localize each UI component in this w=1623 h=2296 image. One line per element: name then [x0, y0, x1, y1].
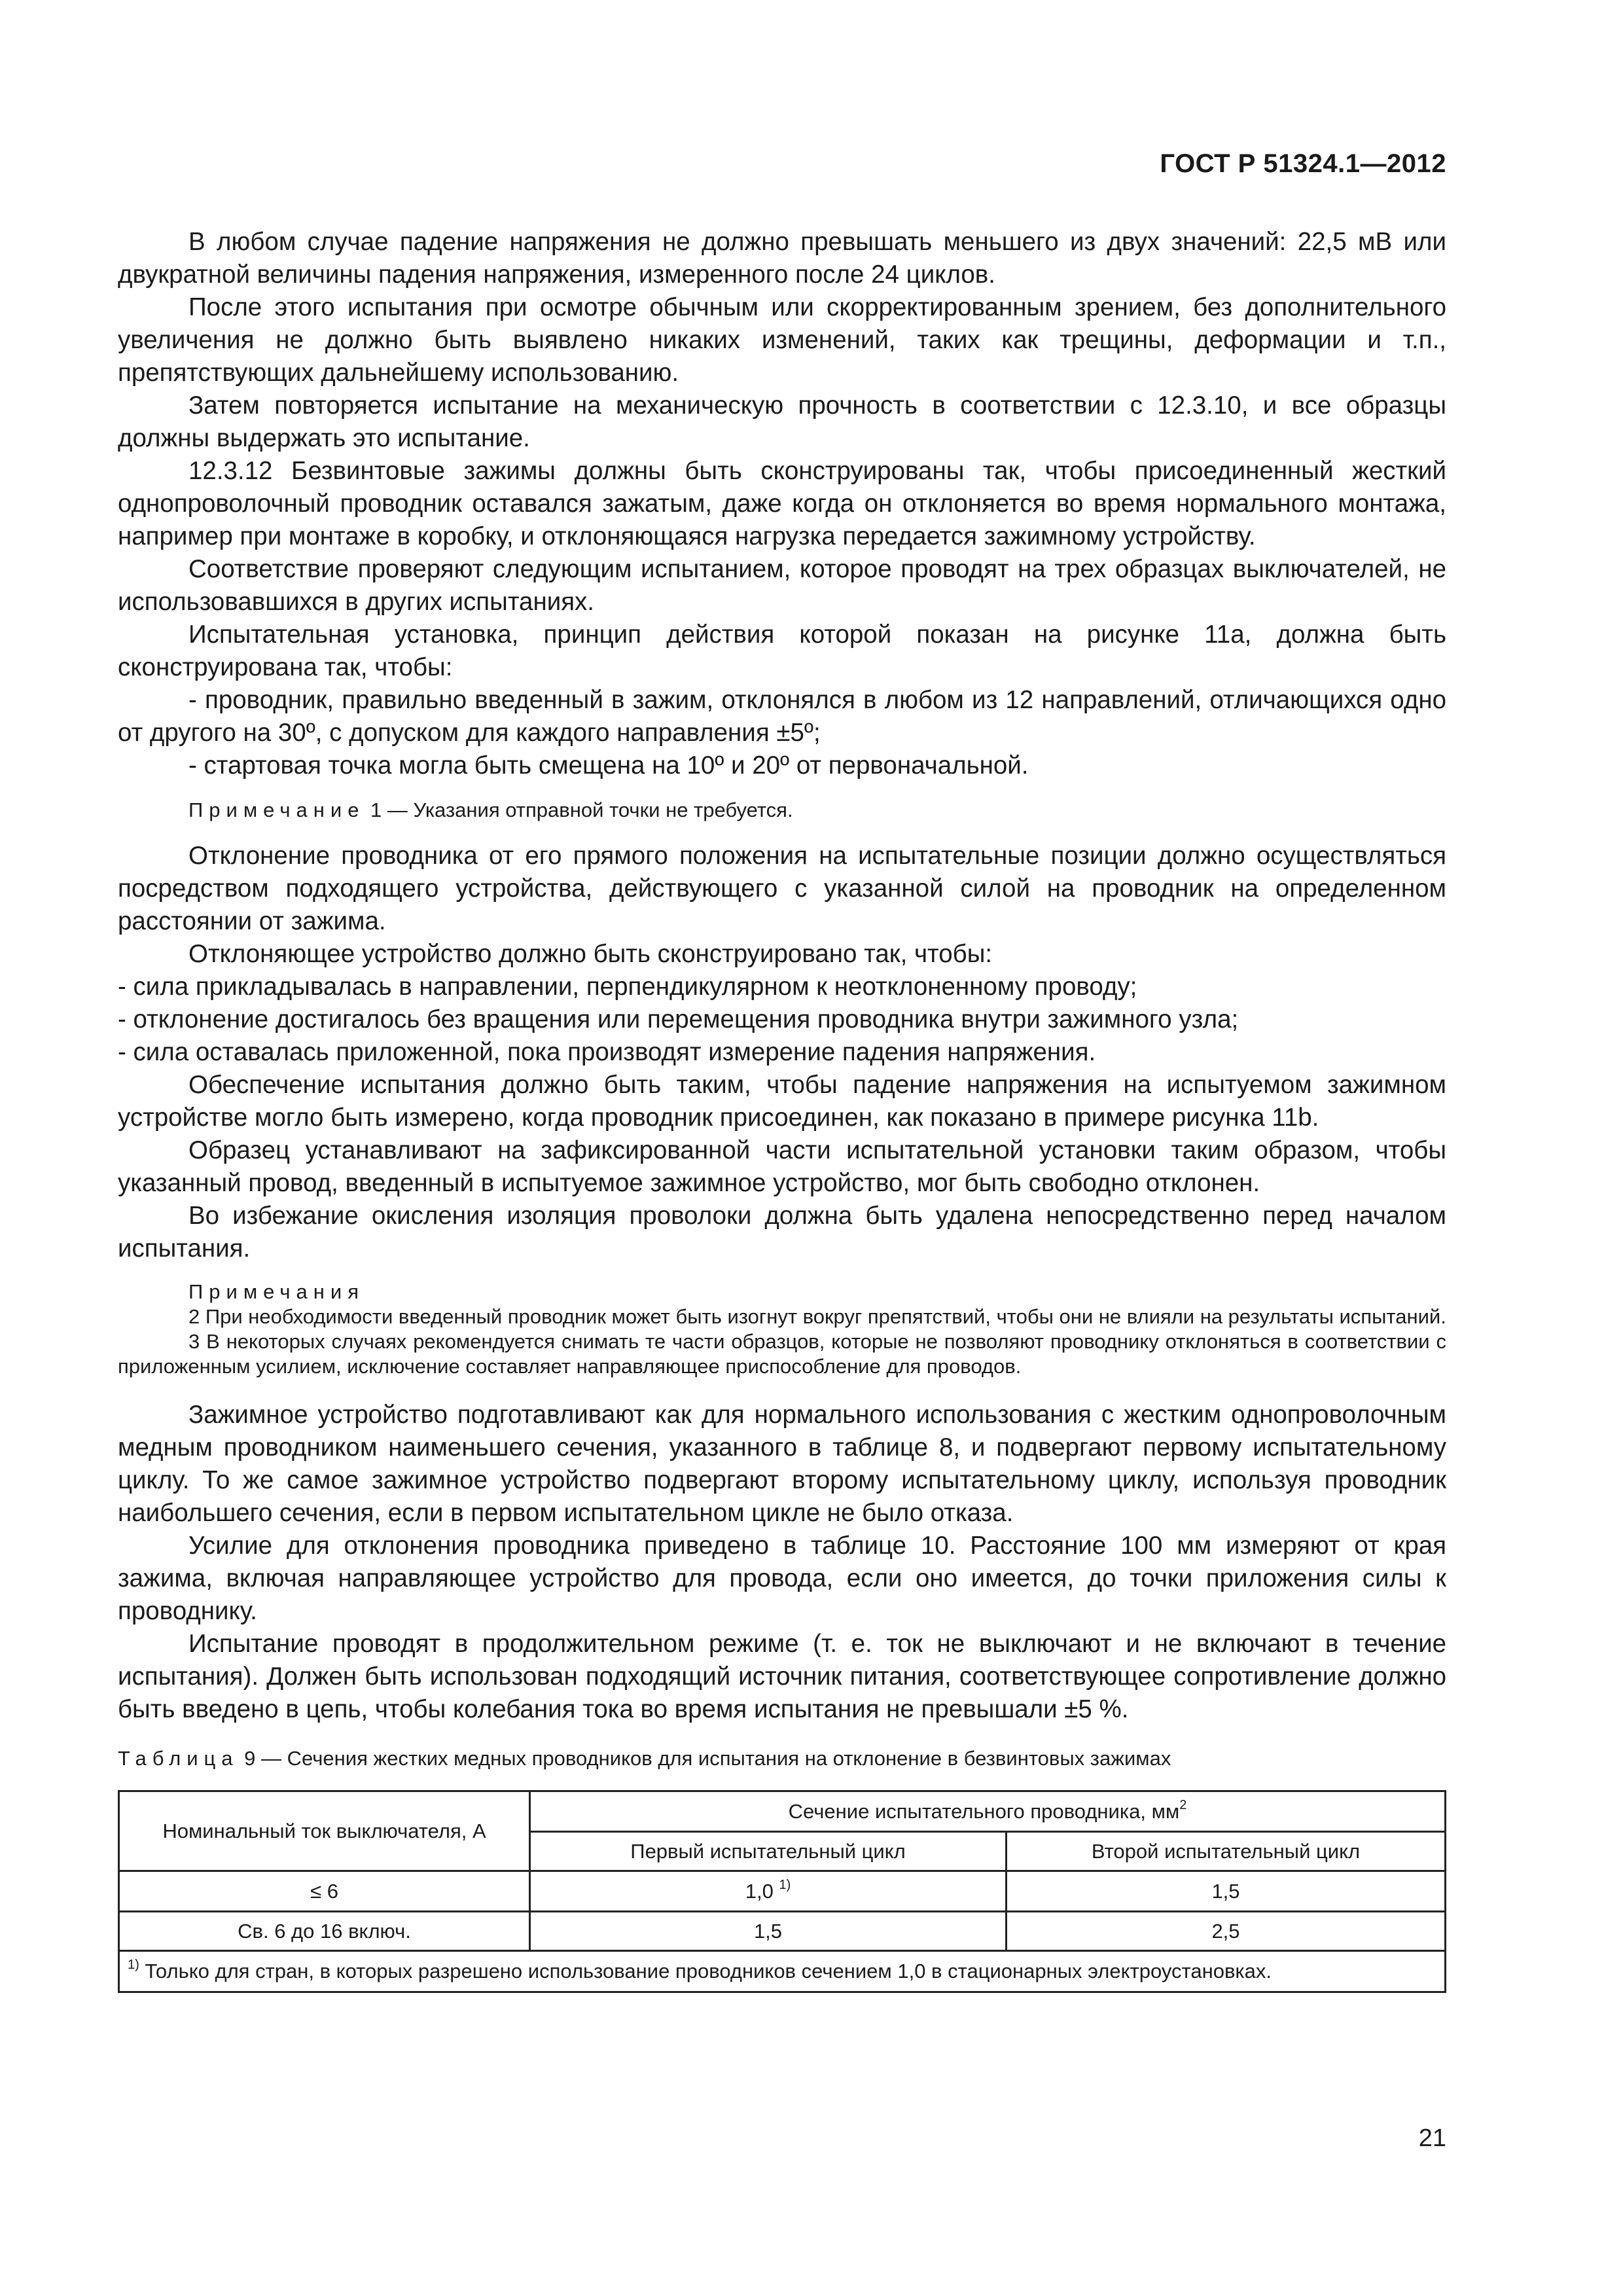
column-header-first-cycle: Первый испытательный цикл	[530, 1832, 1007, 1871]
document-body	[118, 226, 1446, 1993]
note-1	[118, 798, 1446, 823]
paragraph: Усилие для отклонения проводника приведено в таблице 10. Расстояние 100 мм измеряют от края зажима, включая направляющее устройство для провода, если оно имеется, до точки приложения силы к проводнику.	[118, 1532, 1446, 1625]
paragraph: В любом случае падение напряжения не должно превышать меньшего из двух значений: 22,5 мВ или двукратной величины падения напряжения, измеренного после 24 циклов.	[118, 228, 1446, 289]
paragraph: Во избежание окисления изоляция проволоки должна быть удалена непосредственно перед началом испытания.	[118, 1202, 1446, 1263]
document-code: ГОСТ Р 51324.1—2012	[1160, 149, 1446, 178]
column-group-header: Сечение испытательного проводника, $мм^2$	[530, 1791, 1446, 1832]
cell-current: Св. 6 до 16 включ.	[119, 1912, 530, 1951]
paragraph: Затем повторяется испытание на механическую прочность в соответствии с 12.3.10, и все образцы должны выдержать это испытание.	[118, 391, 1446, 452]
note-2: 2 При необходимости введенный проводник может быть изогнут вокруг препятствий, чтобы они не влияли на результаты испытаний.	[188, 1305, 1446, 1328]
list-item: - сила оставалась приложенной, пока производят измерение падения напряжения.	[118, 1038, 1096, 1066]
table-row	[119, 1912, 1446, 1951]
table-caption	[118, 1746, 1446, 1772]
paragraph: Зажимное устройство подготавливают как для нормального использования с жестким однопроволочным медным проводником наименьшего сечения, указанного в таблице 8, и подвергают первому испытательному циклу. То же самое зажимное устройство подвергают второму испытательному циклу, используя проводник наибольшего сечения, если в первом испытательном цикле не было отказа.	[118, 1401, 1446, 1527]
cell-first-cycle: 1,5	[530, 1912, 1007, 1951]
column-header-current: Номинальный ток выключателя, А	[119, 1791, 530, 1871]
note-text: 1 — Указания отправной точки не требуется.	[365, 798, 793, 821]
document-page	[118, 0, 1446, 2296]
paragraph: Отклоняющее устройство должно быть сконструировано так, чтобы:	[188, 940, 993, 968]
table-caption-text: 9 — Сечения жестких медных проводников для испытания на отклонение в безвинтовых зажимах	[238, 1747, 1171, 1770]
table-row	[119, 1871, 1446, 1912]
paragraph: Испытательная установка, принцип действия которой показан на рисунке 11а, должна быть сконструирована так, чтобы:	[118, 620, 1446, 681]
cell-second-cycle: 2,5	[1007, 1912, 1446, 1951]
note-label: Примечание	[188, 798, 365, 821]
table-footnote: $^{1)}$ Только для стран, в которых разрешено использование проводников сечением 1,0 в стационарных электроустановках.	[119, 1951, 1446, 1992]
conductor-table	[118, 1790, 1446, 1993]
notes-label: Примечания	[188, 1280, 365, 1303]
cell-second-cycle: 1,5	[1007, 1871, 1446, 1912]
list-item: - сила прикладывалась в направлении, перпендикулярном к неотклоненному проводу;	[118, 973, 1137, 1001]
note-3: 3 В некоторых случаях рекомендуется снимать те части образцов, которые не позволяют проводнику отклоняться в соответствии с приложенным усилием, исключение составляет направляющее приспособление для проводов.	[118, 1330, 1446, 1378]
paragraph: Отклонение проводника от его прямого положения на испытательные позиции должно осуществляться посредством подходящего устройства, действующего с указанной силой на проводник на определенном расстоянии от зажима.	[118, 842, 1446, 935]
paragraph: Образец устанавливают на зафиксированной части испытательной установки таким образом, чтобы указанный провод, введенный в испытуемое зажимное устройство, мог быть свободно отклонен.	[118, 1136, 1446, 1197]
paragraph: Обеспечение испытания должно быть таким, чтобы падение напряжения на испытуемом зажимном устройстве могло быть измерено, когда проводник присоединен, как показано в примере рисунка 11b.	[118, 1071, 1446, 1132]
list-item: - проводник, правильно введенный в зажим, отклонялся в любом из 12 направлений, отличающихся одно от другого на 30º, с допуском для каждого направления ±5º;	[118, 686, 1446, 747]
page-number: 21	[1418, 2125, 1446, 2152]
cell-current: ≤ 6	[119, 1871, 530, 1912]
list-item: - стартовая точка могла быть смещена на 10º и 20º от первоначальной.	[188, 751, 1029, 780]
paragraph: После этого испытания при осмотре обычным или скорректированным зрением, без дополнительного увеличения не должно быть выявлено никаких изменений, таких как трещины, деформации и т.п., препятствующих дальнейшему использованию.	[118, 293, 1446, 387]
clause-12-3-12: 12.3.12 Безвинтовые зажимы должны быть сконструированы так, чтобы присоединенный жесткий однопроволочный проводник оставался зажатым, даже когда он отклоняется во время нормального монтажа, например при монтаже в коробку, и отклоняющаяся нагрузка передается зажимному устройству.	[118, 457, 1446, 550]
list-item: - отклонение достигалось без вращения или перемещения проводника внутри зажимного узла;	[118, 1005, 1239, 1033]
paragraph: Соответствие проверяют следующим испытанием, которое проводят на трех образцах выключателей, не использовавшихся в других испытаниях.	[118, 555, 1446, 616]
table-caption-label: Таблица	[118, 1747, 239, 1770]
paragraph: Испытание проводят в продолжительном режиме (т. е. ток не выключают и не включают в течение испытания). Должен быть использован подходящий источник питания, соответствующее сопротивление должно быть введено в цепь, чтобы колебания тока во время испытания не превышали ±5 %.	[118, 1630, 1446, 1723]
cell-first-cycle: 1,0 $^{1)}$	[530, 1871, 1007, 1912]
column-header-second-cycle: Второй испытательный цикл	[1007, 1832, 1446, 1871]
